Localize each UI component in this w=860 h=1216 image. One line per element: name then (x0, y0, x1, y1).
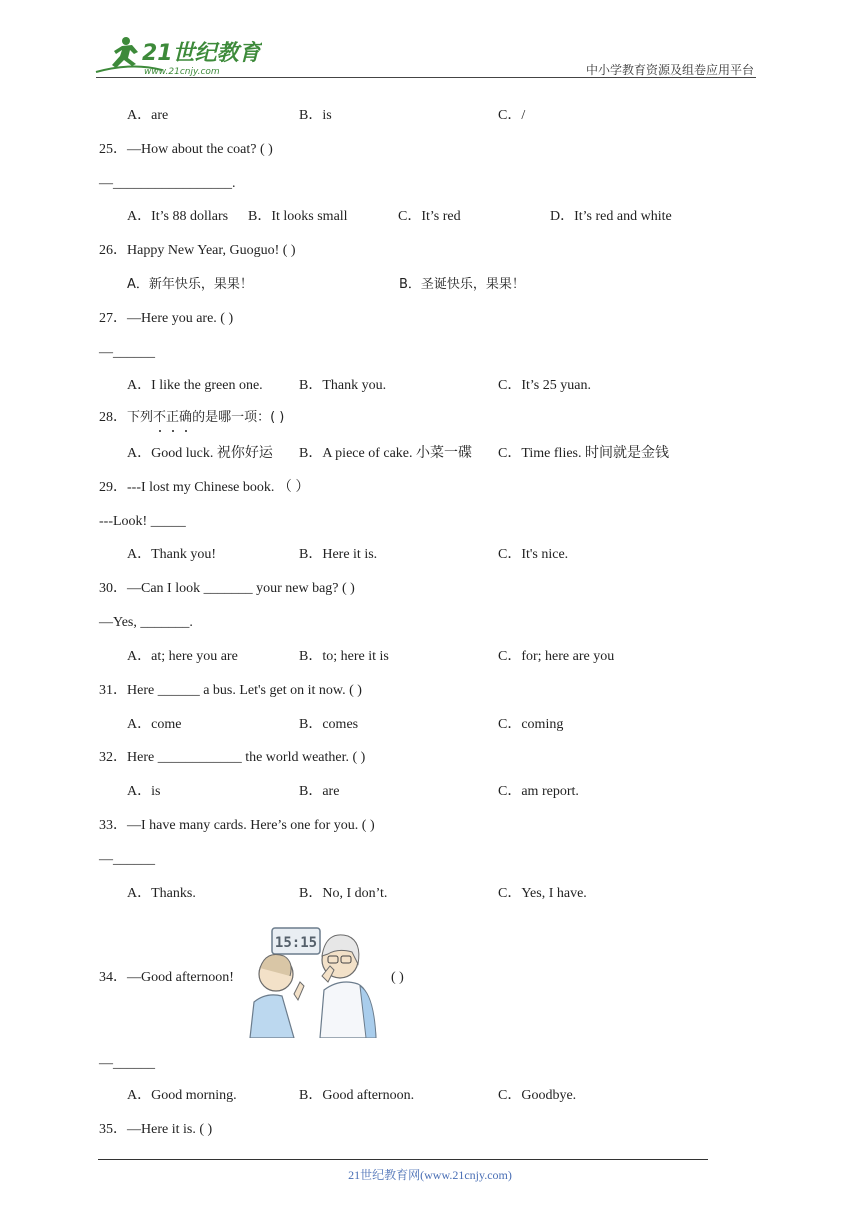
answer-line: —______ (99, 852, 155, 867)
option-c: C．Yes, I have. (498, 886, 587, 901)
question-35: 35．—Here it is. ( ) (99, 1122, 213, 1137)
footer-text: 21世纪教育网(www.21cnjy.com) (348, 1168, 512, 1182)
question-32: 32．Here ____________ the world weather. ( ) (99, 750, 366, 765)
option-a: A．Good luck. 祝你好运 (127, 446, 273, 461)
option-a: A．新年快乐，果果！ (127, 277, 253, 292)
question-26: 26．Happy New Year, Guoguo! ( ) (99, 243, 296, 258)
option-a: A．Thank you! (127, 547, 217, 562)
answer-line: ---Look! _____ (99, 514, 186, 529)
answer-paren: ( ) (391, 970, 404, 985)
option-c: C．for; here are you (498, 649, 615, 664)
site-logo (92, 32, 262, 80)
option-b: B．is (299, 108, 332, 123)
emphasis-char: 确 (179, 409, 192, 427)
footer-divider (98, 1159, 708, 1160)
option-c: C．/ (498, 108, 526, 123)
option-a: A．Thanks. (127, 886, 196, 901)
answer-line: —_________________. (99, 176, 236, 191)
clock-display: 15:15 (274, 935, 318, 951)
question-30: 30．—Can I look _______ your new bag? ( ) (99, 581, 355, 596)
option-b: B．It looks small (248, 209, 348, 224)
option-b: B．Thank you. (299, 378, 387, 393)
logo-url: www.21cnjy.com (144, 67, 220, 77)
answer-line: —______ (99, 1056, 155, 1071)
question-34: 34．—Good afternoon! (99, 970, 234, 985)
question-33: 33．—I have many cards. Here’s one for you. ( ) (99, 818, 375, 833)
option-c: C．It's nice. (498, 547, 569, 562)
question-31: 31．Here ______ a bus. Let's get on it now. ( ) (99, 683, 362, 698)
option-b: B．圣诞快乐，果果！ (399, 277, 525, 292)
option-c: C．Goodbye. (498, 1088, 577, 1103)
platform-name: 中小学教育资源及组卷应用平台 (585, 63, 754, 77)
option-c: C．coming (498, 717, 564, 732)
option-b: B．comes (299, 717, 359, 732)
option-c: C．It’s red (398, 209, 461, 224)
option-b: B．to; here it is (299, 649, 389, 664)
option-a: A．at; here you are (127, 649, 238, 664)
answer-line: —______ (99, 345, 155, 360)
question-27: 27．—Here you are. ( ) (99, 311, 234, 326)
question-29: 29．---I lost my Chinese book. （ ） (99, 480, 310, 495)
option-a: A．It’s 88 dollars (127, 209, 229, 224)
emphasis-char: 正 (166, 409, 179, 427)
page-header (0, 0, 860, 80)
option-a: A．come (127, 717, 182, 732)
option-c: C．It’s 25 yuan. (498, 378, 591, 393)
question-28: 28．下列不 正 确 的是哪一项：( ) (99, 409, 284, 427)
option-a: A．Good morning. (127, 1088, 237, 1103)
option-b: B．No, I don’t. (299, 886, 388, 901)
option-b: B．Here it is. (299, 547, 378, 562)
option-d: D．It’s red and white (550, 209, 672, 224)
option-c: C．am report. (498, 784, 579, 799)
header-divider (96, 77, 756, 78)
greeting-illustration (248, 920, 382, 1038)
option-c: C．Time flies. 时间就是金钱 (498, 446, 669, 461)
option-a: A．are (127, 108, 169, 123)
answer-line: —Yes, _______. (99, 615, 193, 630)
option-b: B．A piece of cake. 小菜一碟 (299, 446, 473, 461)
question-25: 25．—How about the coat? ( ) (99, 142, 273, 157)
option-a: A．I like the green one. (127, 378, 263, 393)
option-b: B．Good afternoon. (299, 1088, 415, 1103)
logo-text: 21世纪教育 (142, 41, 261, 66)
option-b: B．are (299, 784, 340, 799)
option-a: A．is (127, 784, 161, 799)
emphasis-char: 不 (153, 409, 166, 427)
